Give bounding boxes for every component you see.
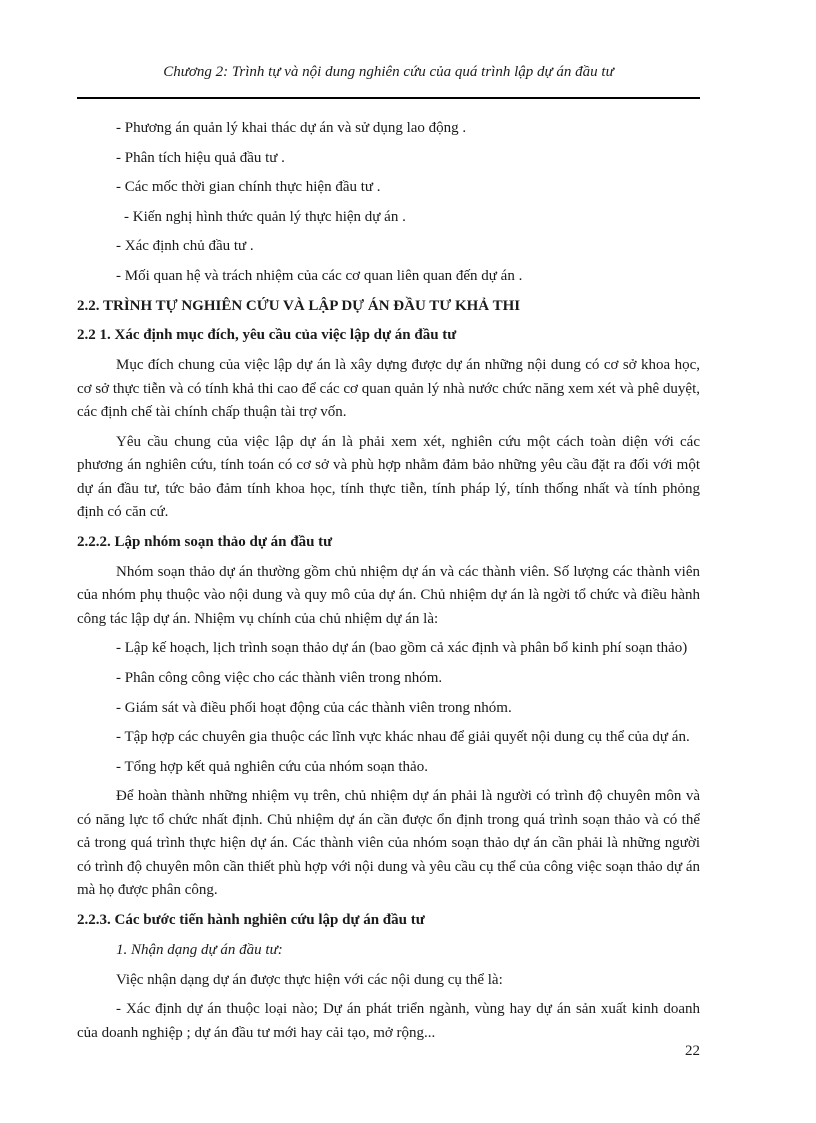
header-rule xyxy=(77,97,700,99)
paragraph: Việc nhận dạng dự án được thực hiện với các nội dung cụ thể là: xyxy=(116,971,503,988)
list-item: - Xác định chủ đầu tư . xyxy=(116,238,254,255)
list-item: - Giám sát và điều phối hoạt động của các thành viên trong nhóm. xyxy=(116,699,512,716)
list-item: - Phân công công việc cho các thành viên trong nhóm. xyxy=(116,670,443,686)
list-item: - Các mốc thời gian chính thực hiện đầu tư . xyxy=(116,179,381,196)
list-item: - Mối quan hệ và trách nhiệm của các cơ quan liên quan đến dự án . xyxy=(116,267,523,284)
step-heading: 1. Nhận dạng dự án đầu tư: xyxy=(116,942,283,958)
paragraph: Nhóm soạn thảo dự án thường gồm chủ nhiệm dự án và các thành viên. Số lượng các thành viên của nhóm phụ thuộc vào nội dung và quy mô của dự án. Chủ nhiệm dự án là ngời tổ chức và điều hành công tác lập dự án. Nhiệm vụ chính của chủ nhiệm dự án là: xyxy=(77,564,700,627)
page-number: 22 xyxy=(685,1043,700,1059)
list-item: - Phương án quản lý khai thác dự án và sử dụng lao động . xyxy=(116,120,467,136)
list-item: - Tập hợp các chuyên gia thuộc các lĩnh vực khác nhau để giải quyết nội dung cụ thể của dự án. xyxy=(116,729,690,746)
subsection-heading: 2.2.2. Lập nhóm soạn thảo dự án đầu tư xyxy=(77,533,333,550)
list-item: - Phân tích hiệu quả đầu tư . xyxy=(116,149,285,166)
paragraph: Mục đích chung của việc lập dự án là xây dựng được dự án những nội dung có cơ sở khoa học, cơ sở thực tiễn và có tính khả thi cao để các cơ quan quản lý nhà nước chức năng xem xét và phê duyệt, các định chế tài chính chấp thuận tài trợ vốn. xyxy=(77,357,700,421)
paragraph: Yêu cầu chung của việc lập dự án là phải xem xét, nghiên cứu một cách toàn diện với các phương án nghiên cứu, tính toán có cơ sở và phù hợp nhằm đảm bảo những yêu cầu đặt ra đối với một dự án đầu tư, tức bảo đảm tính khoa học, tính thực tiễn, tính pháp lý, tính thống nhất và tính phỏng định có căn cứ. xyxy=(77,433,700,520)
page-body xyxy=(77,117,700,1051)
section-heading: 2.2. TRÌNH TỰ NGHIÊN CỨU VÀ LẬP DỰ ÁN ĐẦU TƯ KHẢ THI xyxy=(77,297,521,314)
list-item: - Lập kế hoạch, lịch trình soạn thảo dự án (bao gồm cả xác định và phân bổ kinh phí soạn thảo) xyxy=(116,640,688,657)
list-item: - Tổng hợp kết quả nghiên cứu của nhóm soạn thảo. xyxy=(116,758,428,775)
subsection-heading: 2.2 1. Xác định mục đích, yêu cầu của việc lập dự án đầu tư xyxy=(77,326,457,343)
subsection-heading: 2.2.3. Các bước tiến hành nghiên cứu lập dự án đầu tư xyxy=(77,911,425,928)
list-item: - Xác định dự án thuộc loại nào; Dự án phát triển ngành, vùng hay dự án sản xuất kinh doanh của doanh nghiệp ; dự án đầu tư mới hay cải tạo, mở rộng... xyxy=(77,1001,700,1041)
running-header: Chương 2: Trình tự và nội dung nghiên cứu của quá trình lập dự án đầu tư xyxy=(163,64,614,80)
paragraph: Để hoàn thành những nhiệm vụ trên, chủ nhiệm dự án phải là người có trình độ chuyên môn và có năng lực tổ chức nhất định. Chủ nhiệm dự án cần được ổn định trong quá trình soạn thảo và có thể cả trong quá trình thực hiện dự án. Các thành viên của nhóm soạn thảo dự án cần phải là những người có trình độ chuyên môn cần thiết phù hợp với nội dung và yêu cầu cụ thể của công việc soạn thảo dự án mà họ được phân công. xyxy=(77,788,700,898)
list-item: - Kiến nghị hình thức quản lý thực hiện dự án . xyxy=(124,208,406,225)
